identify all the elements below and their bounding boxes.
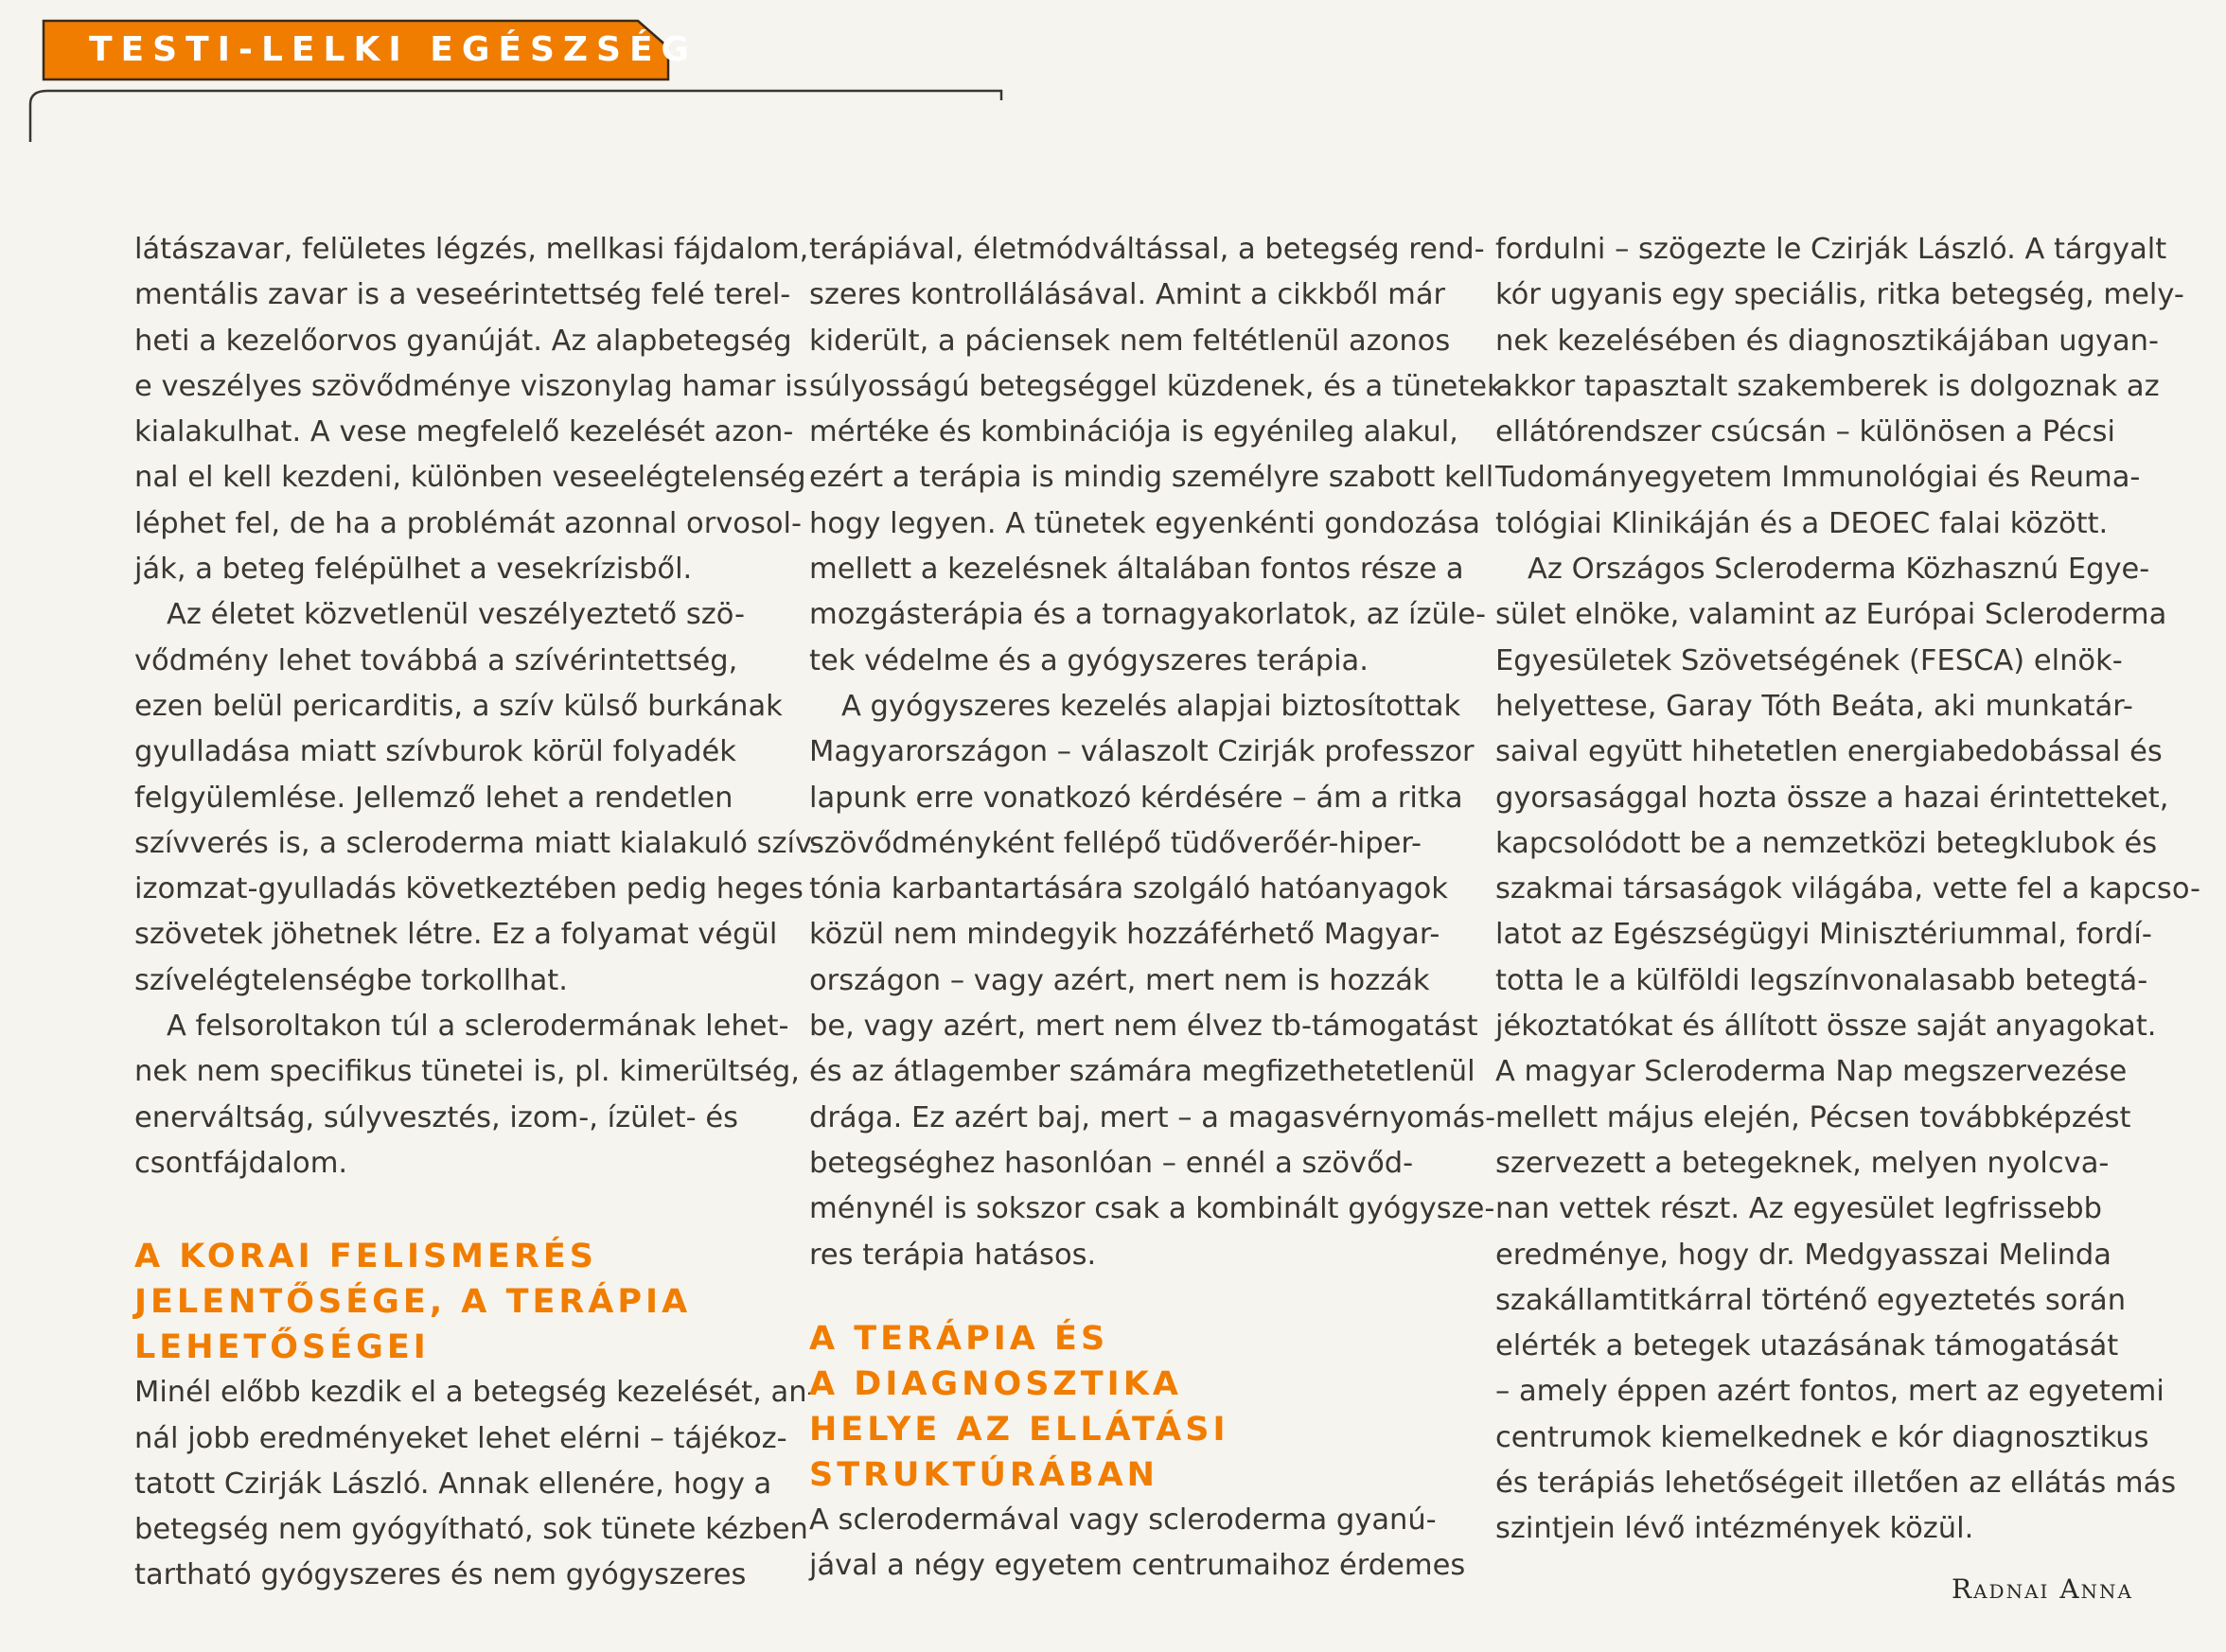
column-2 <box>809 227 1504 1589</box>
text-line: A felsoroltakon túl a sclerodermának lehet- <box>167 1010 789 1044</box>
text-line: sület elnöke, valamint az Európai Scleroderma <box>1495 598 2167 632</box>
text-line: nal el kell kezdeni, különben veseelégtelenség <box>134 461 806 495</box>
text-line: Minél előbb kezdik el a betegség kezelését, an- <box>134 1376 818 1410</box>
col3-paragraph-2 <box>1495 547 2201 1553</box>
text-line: elérték a betegek utazásának támogatását <box>1495 1329 2119 1363</box>
text-line: mértéke és kombinációja is egyénileg alakul, <box>809 415 1458 449</box>
text-line: tológiai Klinikáján és a DEOEC falai között. <box>1495 506 2109 540</box>
text-line: ménynél is sokszor csak a kombinált gyógysze- <box>809 1192 1495 1226</box>
text-line: kiderült, a páciensek nem feltétlenül azonos <box>809 324 1451 358</box>
text-line: szintjein lévő intézmények közül. <box>1495 1512 1974 1546</box>
text-line: fordulni – szögezte le Czirják László. A tárgyalt <box>1495 233 2167 266</box>
text-line: súlyosságú betegséggel küzdenek, és a tünetek <box>809 369 1504 403</box>
text-line: jékoztatókat és állított össze saját anyagokat. <box>1495 1010 2157 1044</box>
column-1 <box>134 227 822 1599</box>
heading-line: A TERÁPIA ÉS <box>809 1319 1109 1358</box>
text-line: helyettese, Garay Tóth Beáta, aki munkatár- <box>1495 689 2133 723</box>
text-line: akkor tapasztalt szakemberek is dolgoznak az <box>1495 369 2160 403</box>
text-line: szeres kontrollálásával. Amint a cikkből már <box>809 278 1446 312</box>
text-line: jával a négy egyetem centrumaihoz érdemes <box>809 1549 1466 1583</box>
col2-paragraph-3 <box>809 1498 1472 1590</box>
text-line: szakmai társaságok világába, vette fel a kapcso- <box>1495 872 2201 906</box>
text-line: mozgásterápia és a tornagyakorlatok, az ízüle- <box>809 598 1487 632</box>
text-line: nál jobb eredményeket lehet elérni – tájékoz- <box>134 1421 787 1455</box>
text-line: Tudományegyetem Immunológiai és Reuma- <box>1495 461 2141 495</box>
text-line: terápiával, életmódváltással, a betegség rend- <box>809 233 1485 266</box>
text-line: e veszélyes szövődménye viszonylag hamar is <box>134 369 808 403</box>
heading-line: JELENTŐSÉGE, A TERÁPIA <box>134 1283 692 1322</box>
text-line: látászavar, felületes légzés, mellkasi fájdalom, <box>134 233 809 266</box>
text-line: saival együtt hihetetlen energiabedobással és <box>1495 735 2163 769</box>
text-line: res terápia hatásos. <box>809 1238 1097 1272</box>
col3-paragraph-1 <box>1495 227 2184 547</box>
col1-paragraph-3 <box>134 1004 800 1186</box>
text-line: ellátórendszer csúcsán – különösen a Pécsi <box>1495 415 2116 449</box>
text-line: – amely éppen azért fontos, mert az egyetemi <box>1495 1375 2164 1409</box>
text-line: nek nem specifikus tünetei is, pl. kimerültség, <box>134 1055 800 1089</box>
heading-line: HELYE AZ ELLÁTÁSI <box>809 1410 1229 1449</box>
text-line: tek védelme és a gyógyszeres terápia. <box>809 643 1369 677</box>
text-line: szövődményként fellépő tüdőverőér-hiper- <box>809 826 1422 860</box>
text-line: szervezett a betegeknek, melyen nyolcva- <box>1495 1146 2110 1180</box>
author-byline: Radnai Anna <box>1952 1573 2133 1605</box>
text-line: A sclerodermával vagy scleroderma gyanú- <box>809 1503 1437 1537</box>
text-line: totta le a külföldi legszínvonalasabb betegtá- <box>1495 963 2148 997</box>
text-line: hogy legyen. A tünetek egyenkénti gondozása <box>809 506 1480 540</box>
text-line: A gyógyszeres kezelés alapjai biztosítottak <box>841 689 1461 723</box>
text-line: ezen belül pericarditis, a szív külső burkának <box>134 689 783 723</box>
text-line: szakállamtitkárral történő egyeztetés során <box>1495 1283 2127 1317</box>
text-line: szívelégtelenségbe torkollhat. <box>134 963 568 997</box>
col2-paragraph-1 <box>809 227 1504 684</box>
col2-heading <box>809 1316 1472 1498</box>
text-line: betegséghez hasonlóan – ennél a szövőd- <box>809 1146 1414 1180</box>
text-line: közül nem mindegyik hozzáférhető Magyar- <box>809 918 1440 952</box>
text-line: centrumok kiemelkednek e kór diagnosztikus <box>1495 1420 2149 1454</box>
heading-line: A DIAGNOSZTIKA <box>809 1364 1182 1403</box>
text-line: A magyar Scleroderma Nap megszervezése <box>1495 1055 2128 1089</box>
text-line: ják, a beteg felépülhet a vesekrízisből. <box>134 553 693 587</box>
heading-line: LEHETŐSÉGEI <box>134 1328 430 1367</box>
text-line: tartható gyógyszeres és nem gyógyszeres <box>134 1558 747 1592</box>
text-line: gyorsasággal hozta össze a hazai érintetteket, <box>1495 781 2169 815</box>
col1-paragraph-1 <box>134 227 809 592</box>
text-line: kapcsolódott be a nemzetközi betegklubok és <box>1495 826 2158 860</box>
header-rule <box>26 87 1020 144</box>
section-tab <box>42 19 698 81</box>
text-line: és terápiás lehetőségeit illetően az ellátás más <box>1495 1467 2177 1501</box>
text-line: mentális zavar is a veseérintettség felé terel- <box>134 278 791 312</box>
text-line: tatott Czirják László. Annak ellenére, hogy a <box>134 1467 772 1501</box>
text-line: izomzat-gyulladás következtében pedig heges <box>134 872 804 906</box>
section-title: TESTI-LELKI EGÉSZSÉG <box>89 30 698 69</box>
text-line: Egyesületek Szövetségének (FESCA) elnök- <box>1495 643 2123 677</box>
text-line: mellett május elején, Pécsen továbbképzést <box>1495 1100 2131 1134</box>
text-line: eredménye, hogy dr. Medgyasszai Melinda <box>1495 1238 2111 1272</box>
text-line: Az Országos Scleroderma Közhasznú Egye- <box>1528 553 2150 587</box>
column-3 <box>1495 227 2201 1553</box>
text-line: heti a kezelőorvos gyanúját. Az alapbetegség <box>134 324 792 358</box>
col2-paragraph-2 <box>809 684 1496 1278</box>
text-line: betegség nem gyógyítható, sok tünete kézben <box>134 1513 808 1547</box>
text-line: léphet fel, de ha a problémát azonnal orvosol- <box>134 506 802 540</box>
text-line: szövetek jöhetnek létre. Ez a folyamat végül <box>134 918 778 952</box>
text-line: kór ugyanis egy speciális, ritka betegség, mely- <box>1495 278 2184 312</box>
text-line: felgyülemlése. Jellemző lehet a rendetlen <box>134 781 733 815</box>
text-line: csontfájdalom. <box>134 1146 348 1180</box>
text-line: mellett a kezelésnek általában fontos része a <box>809 553 1464 587</box>
heading-line: STRUKTÚRÁBAN <box>809 1455 1158 1494</box>
text-line: nek kezelésében és diagnosztikájában ugyan- <box>1495 324 2159 358</box>
col1-paragraph-4 <box>134 1370 818 1598</box>
text-line: ezért a terápia is mindig személyre szabott kell <box>809 461 1494 495</box>
text-line: latot az Egészségügyi Minisztériummal, fordí- <box>1495 918 2152 952</box>
text-line: enerváltság, súlyvesztés, izom-, ízület- és <box>134 1100 738 1134</box>
heading-line: A KORAI FELISMERÉS <box>134 1238 597 1276</box>
text-line: és az átlagember számára megfizethetetlenül <box>809 1055 1475 1089</box>
col1-heading <box>134 1234 778 1370</box>
text-line: lapunk erre vonatkozó kérdésére – ám a ritka <box>809 781 1463 815</box>
text-line: kialakulhat. A vese megfelelő kezelését azon- <box>134 415 794 449</box>
text-line: országon – vagy azért, mert nem is hozzák <box>809 963 1430 997</box>
text-line: Magyarországon – válaszolt Czirják professzor <box>809 735 1475 769</box>
text-line: vődmény lehet továbbá a szívérintettség, <box>134 643 738 677</box>
col1-paragraph-2 <box>134 592 822 1004</box>
text-line: nan vettek részt. Az egyesület legfrissebb <box>1495 1192 2103 1226</box>
text-line: be, vagy azért, mert nem élvez tb-támogatást <box>809 1010 1478 1044</box>
text-line: drága. Ez azért baj, mert – a magasvérnyomás- <box>809 1100 1496 1134</box>
text-line: Az életet közvetlenül veszélyeztető szö- <box>167 598 745 632</box>
text-line: gyulladása miatt szívburok körül folyadék <box>134 735 736 769</box>
text-line: szívverés is, a scleroderma miatt kialakuló szív- <box>134 826 822 860</box>
text-line: tónia karbantartására szolgáló hatóanyagok <box>809 872 1448 906</box>
